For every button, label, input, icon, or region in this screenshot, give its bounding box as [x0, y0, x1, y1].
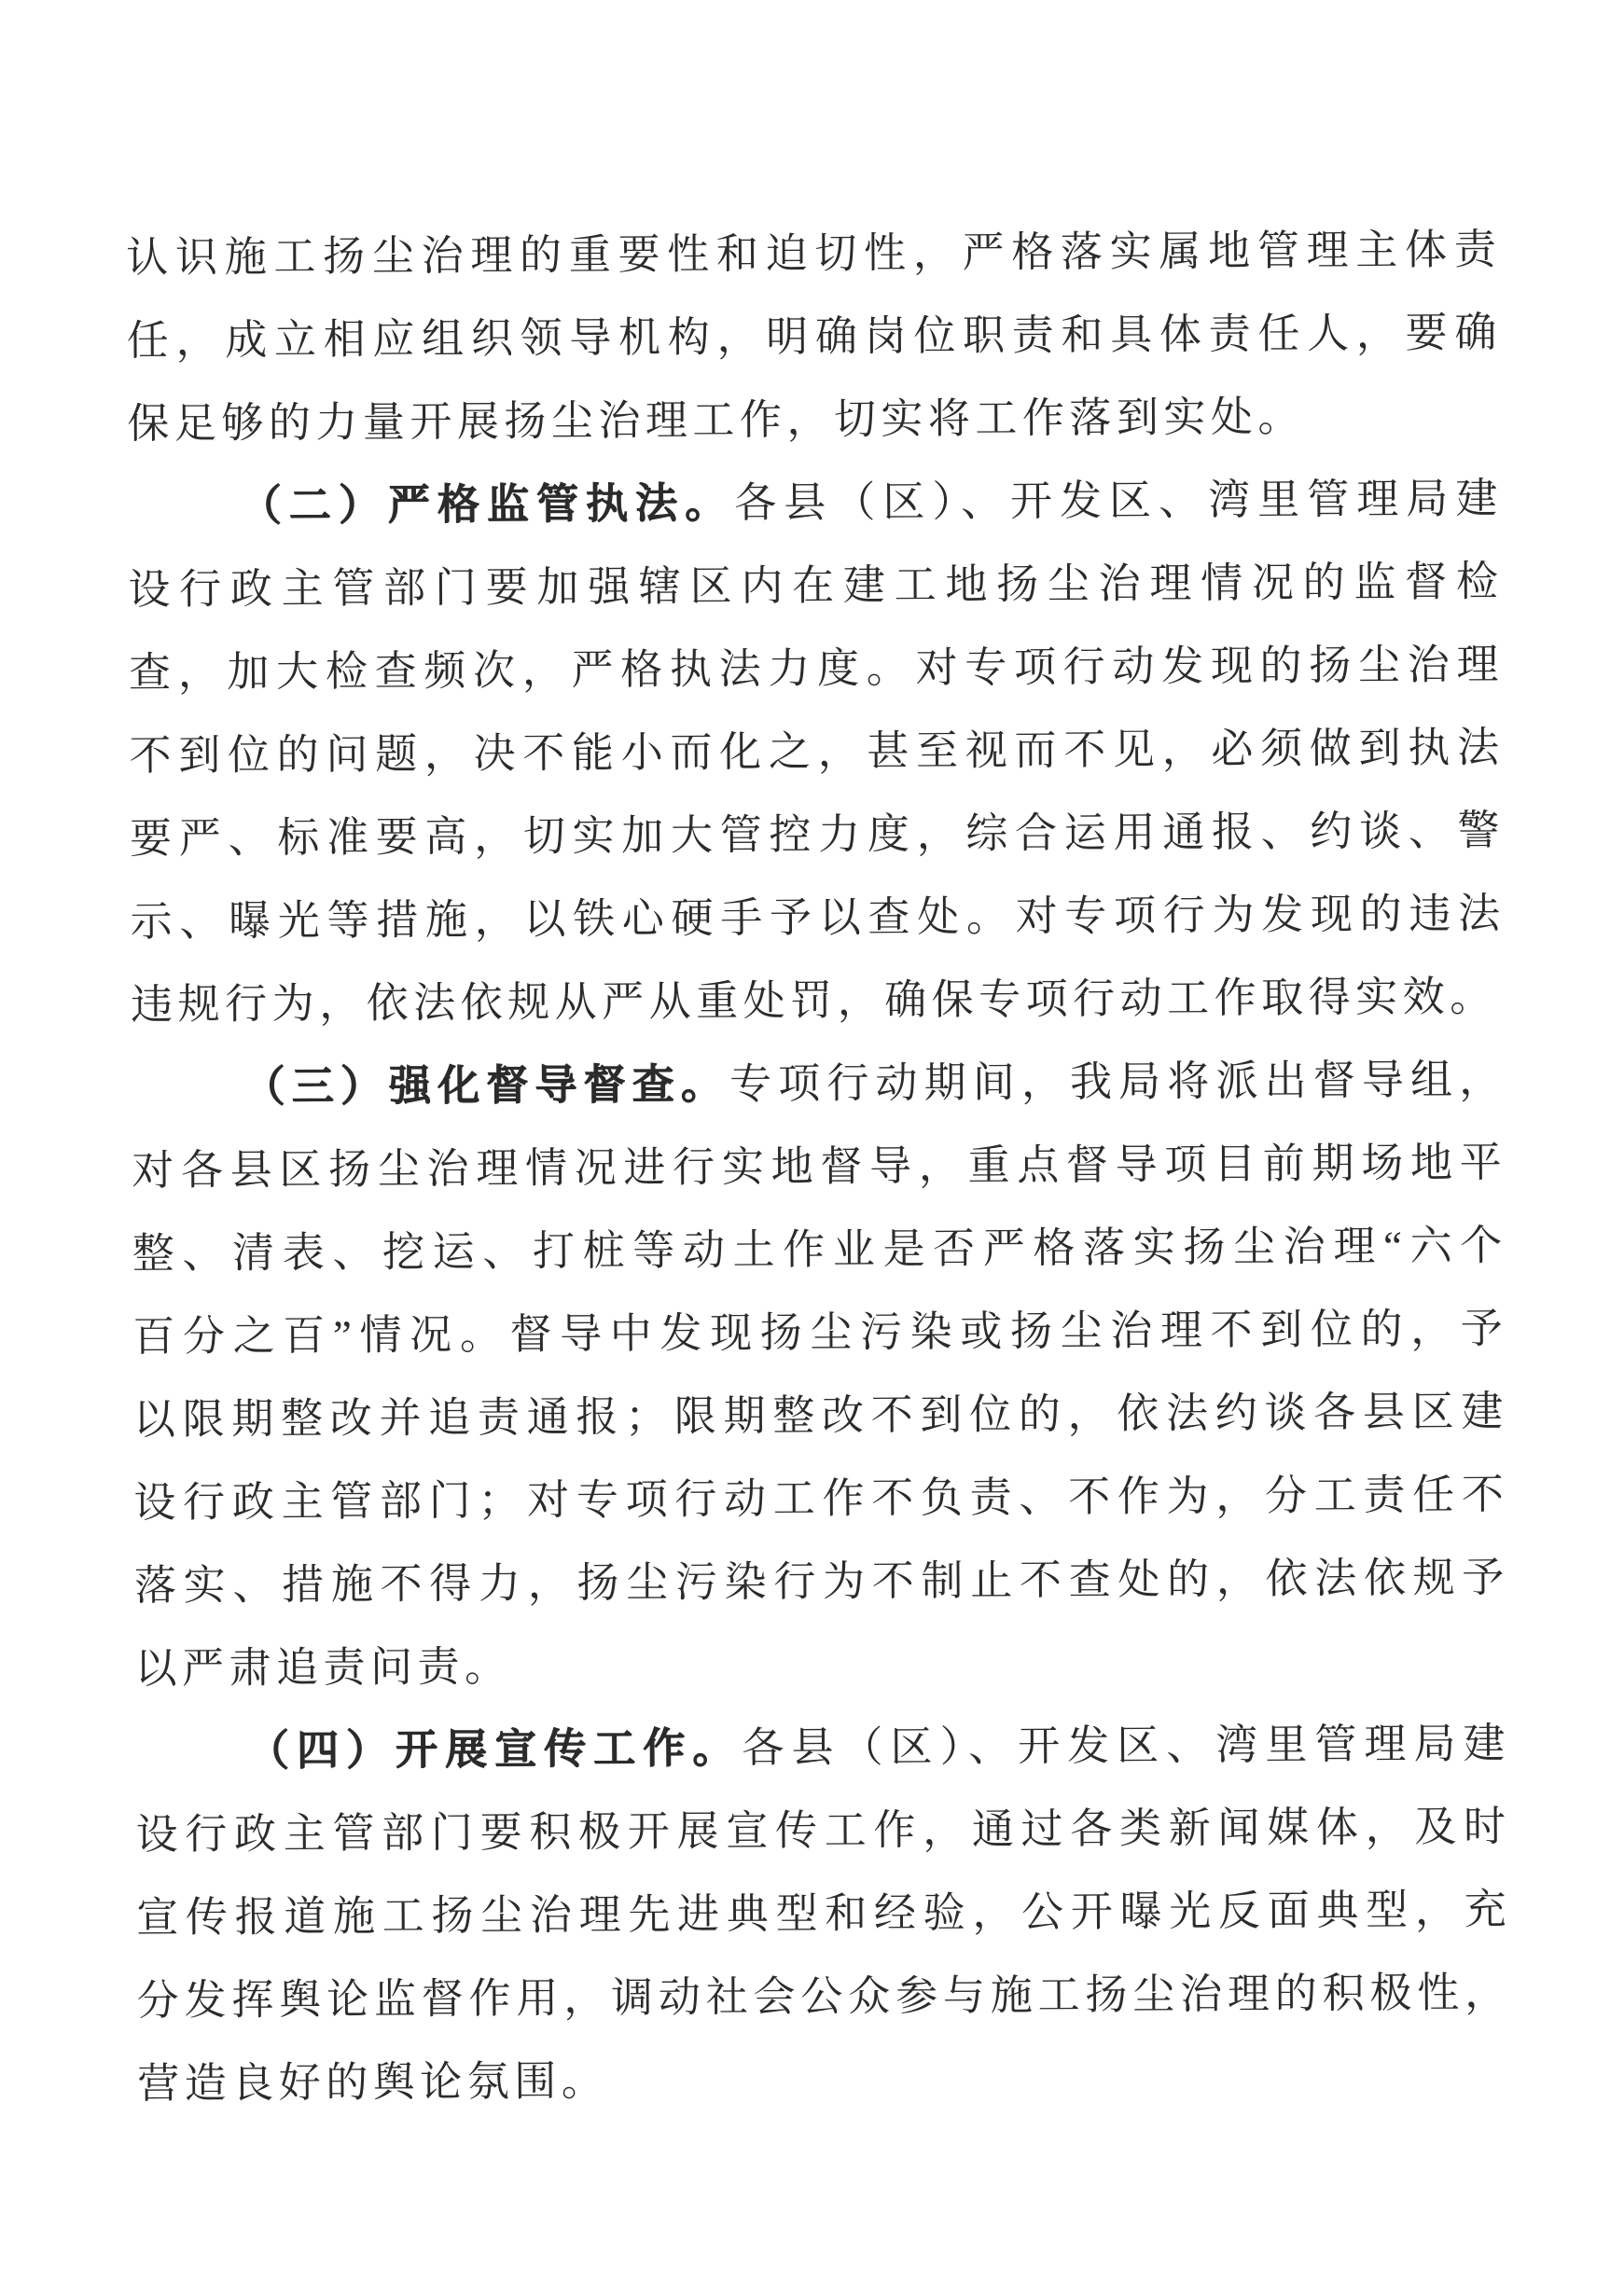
text-segment: 宣传报道施工扬尘治理先进典型和经验，公开曝光反面典型，充 [136, 1886, 1512, 1942]
text-line [129, 706, 1505, 797]
text-segment: 各县（区）、开发区、湾里管理局建 [742, 1720, 1511, 1772]
text-segment: 以严肃追责问责。 [134, 1643, 512, 1693]
text-line [126, 208, 1502, 299]
text-line [131, 1038, 1506, 1129]
text-line [127, 291, 1503, 382]
text-segment: 整、清表、挖运、打桩等动土作业是否严格落实扬尘治理“六个 [132, 1222, 1507, 1278]
text-segment: 违规行为，依法依规从严从重处罚，确保专项行动工作取得实效。 [131, 973, 1497, 1029]
text-line [137, 2034, 1513, 2125]
text-line [129, 623, 1505, 714]
section-heading-segment: （二）严格监管执法。 [239, 479, 735, 530]
text-segment: 专项行动期间，我局将派出督导组， [729, 1056, 1506, 1108]
text-line [133, 1453, 1509, 1544]
text-line [134, 1536, 1510, 1627]
text-line [135, 1785, 1511, 1876]
text-segment: 以限期整改并追责通报；限期整改不到位的，依法约谈各县区建 [132, 1388, 1509, 1444]
text-segment: 要严、标准要高，切实加大管控力度，综合运用通报、约谈、警 [129, 807, 1506, 863]
text-segment: 保足够的力量开展扬尘治理工作，切实将工作落到实处。 [127, 393, 1306, 448]
text-segment: 设行政主管部门要积极开展宣传工作，通过各类新闻媒体，及时 [135, 1803, 1511, 1859]
document-body [126, 208, 1512, 2125]
text-segment: 任，成立相应组织领导机构，明确岗位职责和具体责任人，要确 [126, 309, 1502, 365]
text-segment: 认识施工扬尘治理的重要性和迫切性，严格落实属地管理主体责 [126, 226, 1502, 282]
text-segment: 百分之百”情况。督导中发现扬尘污染或扬尘治理不到位的，予 [132, 1305, 1508, 1361]
text-line [131, 955, 1506, 1046]
text-line [135, 1702, 1511, 1793]
text-segment: 营造良好的舆论氛围。 [137, 2057, 609, 2108]
text-segment: 不到位的问题，决不能小而化之，甚至视而不见，必须做到执法 [129, 724, 1505, 780]
text-line [133, 1370, 1509, 1461]
section-heading-segment: （四）开展宣传工作。 [246, 1724, 743, 1775]
text-line [130, 872, 1506, 963]
text-line [136, 1868, 1512, 1959]
text-line [127, 374, 1503, 465]
text-segment: 对各县区扬尘治理情况进行实地督导，重点督导项目前期场地平 [132, 1139, 1507, 1195]
text-line [132, 1287, 1508, 1378]
text-line [128, 540, 1504, 631]
text-segment: 查，加大检查频次，严格执法力度。对专项行动发现的扬尘治理 [128, 641, 1505, 697]
section-heading-segment: （三）强化督导督查。 [243, 1060, 730, 1111]
text-line [132, 1121, 1507, 1212]
text-line [134, 1619, 1510, 1710]
text-segment: 设行政主管部门要加强辖区内在建工地扬尘治理情况的监督检 [128, 558, 1504, 614]
text-line [128, 457, 1504, 548]
text-line [130, 789, 1506, 880]
text-line [136, 1951, 1512, 2042]
text-segment: 各县（区）、开发区、湾里管理局建 [734, 475, 1504, 527]
text-segment: 分发挥舆论监督作用，调动社会公众参与施工扬尘治理的积极性， [136, 1969, 1512, 2025]
text-line [132, 1204, 1508, 1295]
text-segment: 落实、措施不得力，扬尘污染行为不制止不查处的，依法依规予 [133, 1554, 1510, 1610]
text-segment: 设行政主管部门；对专项行动工作不负责、不作为，分工责任不 [133, 1471, 1509, 1527]
text-segment: 示、曝光等措施，以铁心硬手予以查处。对专项行为发现的违法 [130, 890, 1506, 946]
